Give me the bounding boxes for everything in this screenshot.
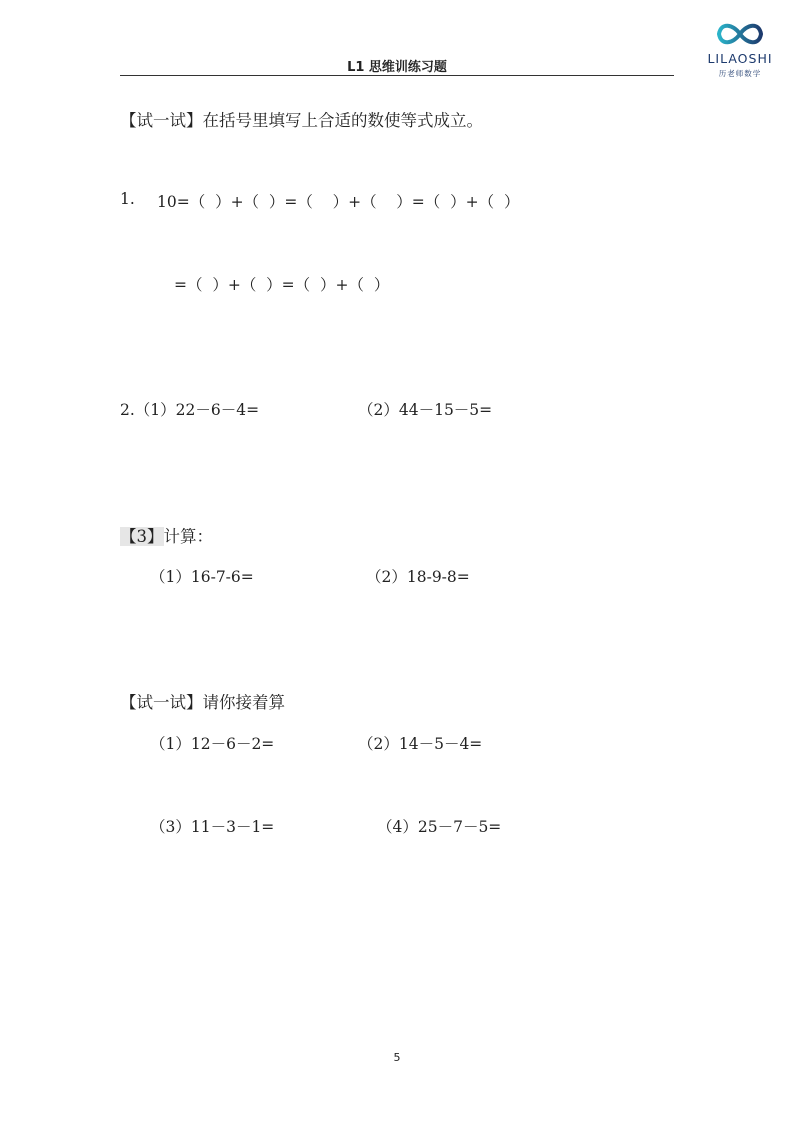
q1-number: 1. (120, 190, 135, 208)
q1-equation-line2: =（ ）+（ ）=（ ）+（ ） (174, 276, 390, 294)
logo (700, 18, 780, 80)
q1-equation-line1: 10=（ ）+（ ）=（ ）+（ ）=（ ）+（ ） (157, 193, 520, 211)
section3-heading-row (120, 523, 213, 547)
section3-problem-2: （2）18-9-8= (366, 568, 470, 586)
section3-tag: 【3】 (120, 527, 164, 546)
page-number: 5 (393, 1051, 401, 1064)
section1-heading: 【试一试】在括号里填写上合适的数使等式成立。 (120, 111, 483, 130)
header-divider (120, 75, 674, 76)
infinity-logo-icon (700, 18, 780, 50)
q2-part2: （2）44－15－5= (358, 401, 493, 419)
section4-problem-2: （2）14－5－4= (358, 735, 483, 753)
section4-problem-4: （4）25－7－5= (377, 818, 502, 836)
section4-problem-3: （3）11－3－1= (150, 818, 275, 836)
logo-wordmark: LILAOSHI (707, 51, 773, 66)
header-title: L1 思维训练习题 (347, 60, 447, 75)
q2-part1: 2.（1）22－6－4= (120, 401, 260, 419)
section4-heading: 【试一试】请你接着算 (120, 693, 285, 712)
section4-problem-1: （1）12－6－2= (150, 735, 275, 753)
section3-problem-1: （1）16-7-6= (150, 568, 254, 586)
section3-heading: 计算： (163, 527, 213, 546)
logo-subtitle: 历老师数学 (718, 69, 762, 78)
